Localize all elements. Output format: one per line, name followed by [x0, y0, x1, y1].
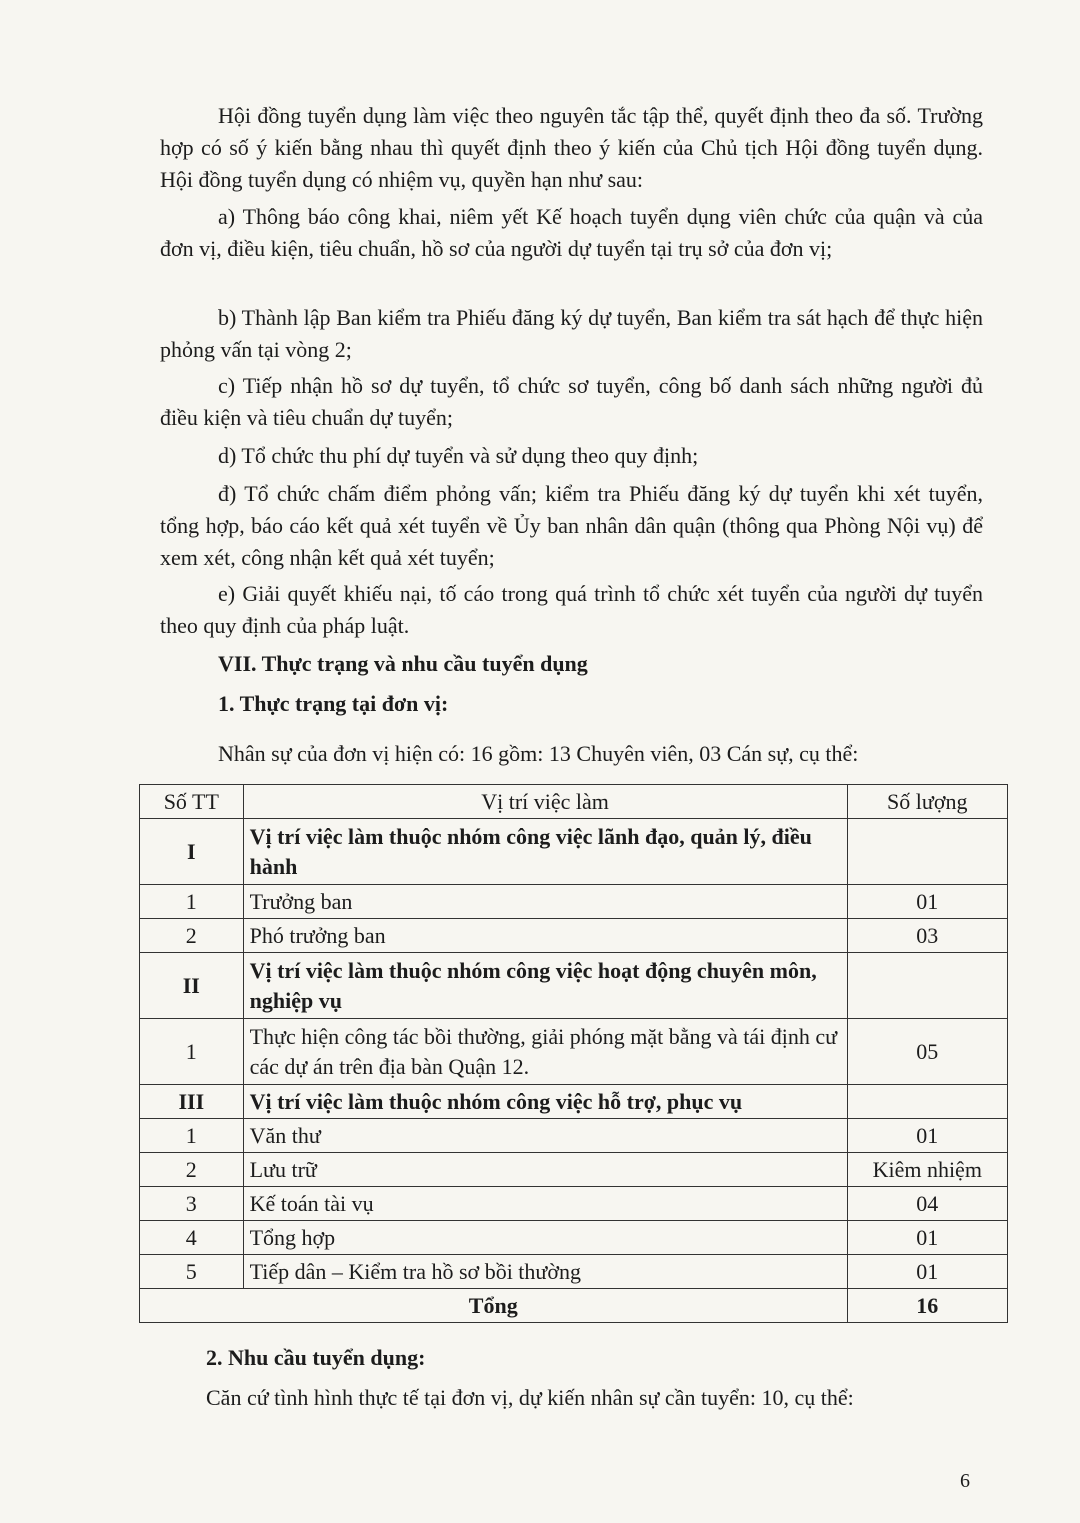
- cell-position: Phó trưởng ban: [243, 919, 847, 953]
- cell-position: Lưu trữ: [243, 1153, 847, 1187]
- table-row: [140, 1119, 1008, 1153]
- cell-no: I: [140, 819, 244, 885]
- cell-position: Vị trí việc làm thuộc nhóm công việc hỗ trợ, phục vụ: [243, 1085, 847, 1119]
- cell-position: Tiếp dân – Kiểm tra hồ sơ bồi thường: [243, 1255, 847, 1289]
- total-label: Tổng: [140, 1289, 848, 1323]
- cell-no: 1: [140, 1119, 244, 1153]
- cell-position: Kế toán tài vụ: [243, 1187, 847, 1221]
- cell-no: 5: [140, 1255, 244, 1289]
- cell-no: 1: [140, 1019, 244, 1085]
- cell-quantity: [847, 1085, 1007, 1119]
- cell-quantity: [847, 953, 1007, 1019]
- table-row: [140, 1221, 1008, 1255]
- cell-no: 3: [140, 1187, 244, 1221]
- table-row: [140, 819, 1008, 885]
- cell-quantity: 03: [847, 919, 1007, 953]
- cell-no: 4: [140, 1221, 244, 1255]
- paragraph-council-intro: Hội đồng tuyển dụng làm việc theo nguyên tắc tập thể, quyết định theo đa số. Trường hợp có số ý kiến bằng nhau thì quyết định theo ý kiến của Chủ tịch Hội đồng tuyển dụng. Hội đồng tuyển dụng có nhiệm vụ, quyền hạn như sau:: [160, 103, 983, 192]
- table-row: [140, 1255, 1008, 1289]
- cell-no: 2: [140, 1153, 244, 1187]
- paragraph-duty-e: e) Giải quyết khiếu nại, tố cáo trong quá trình tổ chức xét tuyển của người dự tuyển theo quy định của pháp luật.: [160, 581, 983, 638]
- section-heading-vii: VII. Thực trạng và nhu cầu tuyển dụng: [218, 651, 588, 676]
- paragraph-duty-a: a) Thông báo công khai, niêm yết Kế hoạch tuyển dụng viên chức của quận và của đơn vị, điều kiện, tiêu chuẩn, hồ sơ của người dự tuyển tại trụ sở của đơn vị;: [160, 204, 983, 261]
- header-no: Số TT: [140, 785, 244, 819]
- cell-no: 2: [140, 919, 244, 953]
- table-row: [140, 919, 1008, 953]
- cell-position: Tổng hợp: [243, 1221, 847, 1255]
- cell-no: II: [140, 953, 244, 1019]
- header-quantity: Số lượng: [847, 785, 1007, 819]
- page-number: 6: [960, 1470, 970, 1492]
- cell-position: Vị trí việc làm thuộc nhóm công việc lãnh đạo, quản lý, điều hành: [243, 819, 847, 885]
- header-position: Vị trí việc làm: [243, 785, 847, 819]
- subheading-current-status: 1. Thực trạng tại đơn vị:: [218, 691, 449, 716]
- cell-quantity: Kiêm nhiệm: [847, 1153, 1007, 1187]
- cell-quantity: 01: [847, 885, 1007, 919]
- cell-quantity: [847, 819, 1007, 885]
- cell-position: Thực hiện công tác bồi thường, giải phóng mặt bằng và tái định cư các dự án trên địa bàn Quận 12.: [243, 1019, 847, 1085]
- paragraph-duty-c: c) Tiếp nhận hồ sơ dự tuyển, tổ chức sơ tuyển, công bố danh sách những người đủ điều kiện và tiêu chuẩn dự tuyển;: [160, 373, 983, 430]
- paragraph-duty-d: d) Tổ chức thu phí dự tuyển và sử dụng theo quy định;: [218, 443, 699, 468]
- cell-quantity: 05: [847, 1019, 1007, 1085]
- table-row: [140, 1019, 1008, 1085]
- paragraph-duty-b: b) Thành lập Ban kiểm tra Phiếu đăng ký dự tuyển, Ban kiểm tra sát hạch để thực hiện phỏng vấn tại vòng 2;: [160, 305, 983, 362]
- staff-table: [139, 784, 1008, 1323]
- cell-quantity: 01: [847, 1221, 1007, 1255]
- table-row: [140, 1085, 1008, 1119]
- cell-quantity: 01: [847, 1119, 1007, 1153]
- subheading-recruitment-need: 2. Nhu cầu tuyển dụng:: [206, 1345, 426, 1370]
- cell-no: 1: [140, 885, 244, 919]
- table-row: [140, 1187, 1008, 1221]
- table-total-row: [140, 1289, 1008, 1323]
- need-summary: Căn cứ tình hình thực tế tại đơn vị, dự kiến nhân sự cần tuyển: 10, cụ thể:: [206, 1385, 854, 1410]
- total-value: 16: [847, 1289, 1007, 1323]
- table-row: [140, 1153, 1008, 1187]
- table-row: [140, 885, 1008, 919]
- cell-no: III: [140, 1085, 244, 1119]
- cell-quantity: 01: [847, 1255, 1007, 1289]
- cell-quantity: 04: [847, 1187, 1007, 1221]
- cell-position: Văn thư: [243, 1119, 847, 1153]
- cell-position: Vị trí việc làm thuộc nhóm công việc hoạt động chuyên môn, nghiệp vụ: [243, 953, 847, 1019]
- table-header-row: [140, 785, 1008, 819]
- table-row: [140, 953, 1008, 1019]
- staff-summary: Nhân sự của đơn vị hiện có: 16 gồm: 13 Chuyên viên, 03 Cán sự, cụ thể:: [218, 741, 859, 766]
- cell-position: Trưởng ban: [243, 885, 847, 919]
- paragraph-duty-dd: đ) Tổ chức chấm điểm phỏng vấn; kiểm tra Phiếu đăng ký dự tuyển khi xét tuyển, tổng hợp, báo cáo kết quả xét tuyển về Ủy ban nhân dân quận (thông qua Phòng Nội vụ) để xem xét, công nhận kết quả xét tuyển;: [160, 481, 983, 570]
